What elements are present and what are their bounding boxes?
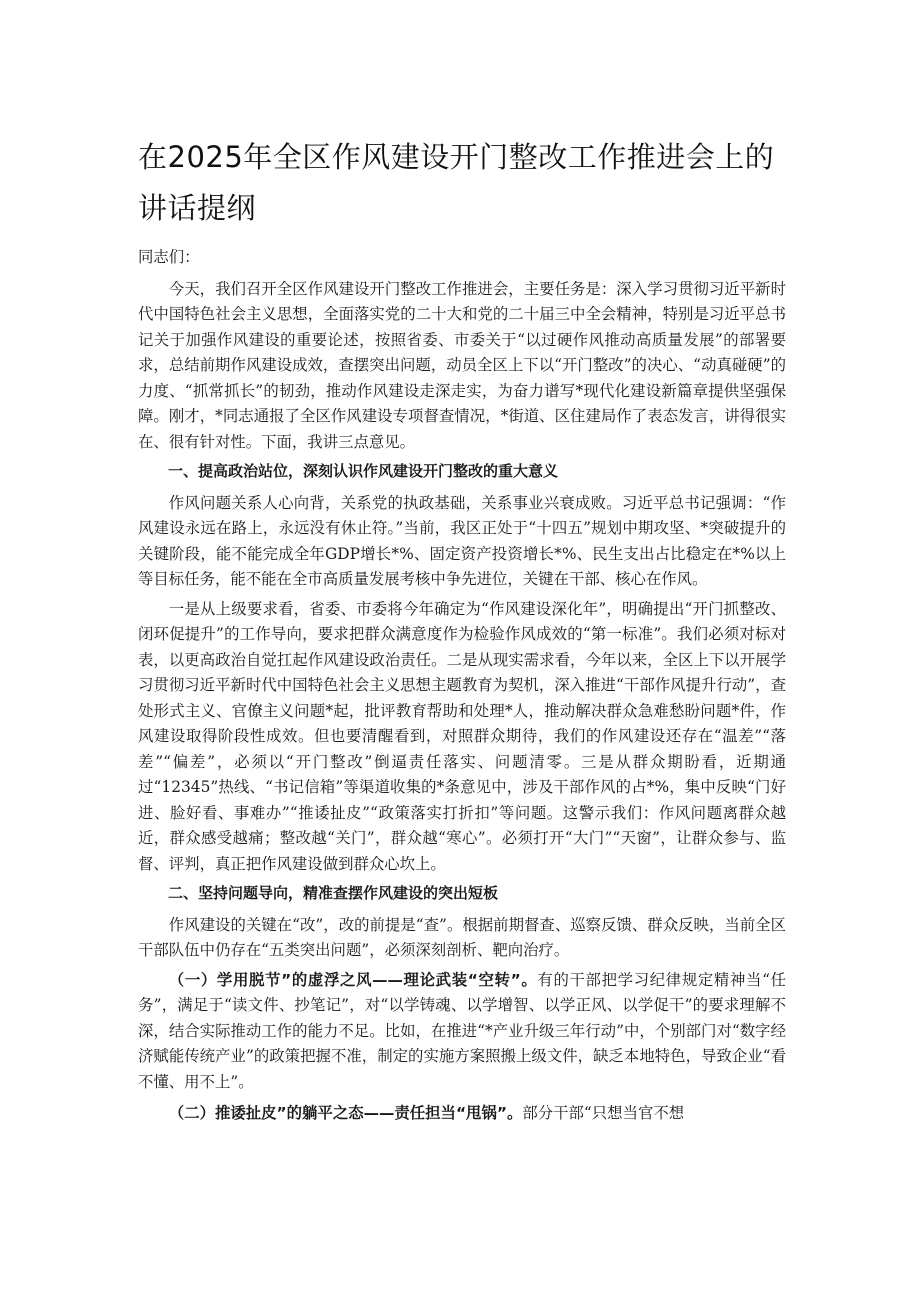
salutation: 同志们： (138, 248, 200, 266)
document-body (138, 245, 786, 1133)
section-1-heading: 一、提高政治站位，深刻认识作风建设开门整改的重大意义 (168, 462, 559, 480)
section-2-heading: 二、坚持问题导向，精准查摆作风建设的突出短板 (168, 884, 499, 902)
subsection-1-paragraph (138, 968, 786, 1096)
section-2-paragraph-1: 作风建设的关键在“改”，改的前提是“查”。根据前期督查、巡察反馈、群众反映，当前全区干部队伍中仍存在“五类突出问题”，必须深刻剖析、靶向治疗。 (138, 915, 786, 959)
subsection-2-paragraph (138, 1101, 786, 1127)
section-1-paragraph-1: 作风问题关系人心向背，关系党的执政基础，关系事业兴衰成败。习近平总书记强调：“作风建设永远在路上，永远没有休止符。”当前，我区正处于“十四五”规划中期攻坚、*突破提升的关键阶段，能不能完成全年GDP增长*%、固定资产投资增长*%、民生支出占比稳定在*%以上等目标任务，能不能在全市高质量发展考核中争先进位，关键在干部、核心在作风。 (138, 493, 786, 588)
document-title: 在2025年全区作风建设开门整改工作推进会上的讲话提纲 (138, 140, 775, 225)
intro-paragraph: 今天，我们召开全区作风建设开门整改工作推进会，主要任务是：深入学习贯彻习近平新时代中国特色社会主义思想，全面落实党的二十大和党的二十届三中全会精神，特别是习近平总书记关于加强作风建设的重要论述，按照省委、市委关于“以过硬作风推动高质量发展”的部署要求，总结前期作风建设成效，查摆突出问题，动员全区上下以“开门整改”的决心、“动真碰硬”的力度、“抓常抓长”的韧劲，推动作风建设走深走实，为奋力谱写*现代化建设新篇章提供坚强保障。刚才，*同志通报了全区作风建设专项督查情况，*街道、区住建局作了表态发言，讲得很实在、很有针对性。下面，我讲三点意见。 (138, 279, 786, 451)
subsection-2-text: 部分干部“只想当官不想 (522, 1104, 685, 1122)
subsection-1-title: （一）学用脱节”的虚浮之风——理论武装“空转”。 (168, 970, 538, 989)
section-1-paragraph-2: 一是从上级要求看，省委、市委将今年确定为“作风建设深化年”，明确提出“开门抓整改、闭环促提升”的工作导向，要求把群众满意度作为检验作风成效的“第一标准”。我们必须对标对表，以更高政治自觉扛起作风建设政治责任。二是从现实需求看，今年以来，全区上下以开展学习贯彻习近平新时代中国特色社会主义思想主题教育为契机，深入推进“干部作风提升行动”，查处形式主义、官僚主义问题*起，批评教育帮助和处理*人，推动解决群众急难愁盼问题*件，作风建设取得阶段性成效。但也要清醒看到，对照群众期待，我们的作风建设还存在“温差”“落差”“偏差”，必须以“开门整改”倒逼责任落实、问题清零。三是从群众期盼看，近期通过“12345”热线、“书记信箱”等渠道收集的*条意见中，涉及干部作风的占*%，集中反映“门好进、脸好看、事难办”“推诿扯皮”“政策落实打折扣”等问题。这警示我们：作风问题离群众越近，群众感受越痛；整改越“关门”，群众越“寒心”。必须打开“大门”“天窗”，让群众参与、监督、评判，真正把作风建设做到群众心坎上。 (138, 599, 786, 873)
subsection-2-title: （二）推诿扯皮”的躺平之态——责任担当“甩锅”。 (168, 1104, 523, 1122)
subsection-1-text: 有的干部把学习纪律规定精神当“任务”，满足于“读文件、抄笔记”，对“以学铸魂、以学增智、以学正风、以学促干”的要求理解不深，结合实际推动工作的能力不足。比如，在推进“*产业升级三年行动”中，个别部门对“数字经济赋能传统产业”的政策把握不准，制定的实施方案照搬上级文件，缺乏本地特色，导致企业“看不懂、用不上”。 (138, 970, 786, 1091)
